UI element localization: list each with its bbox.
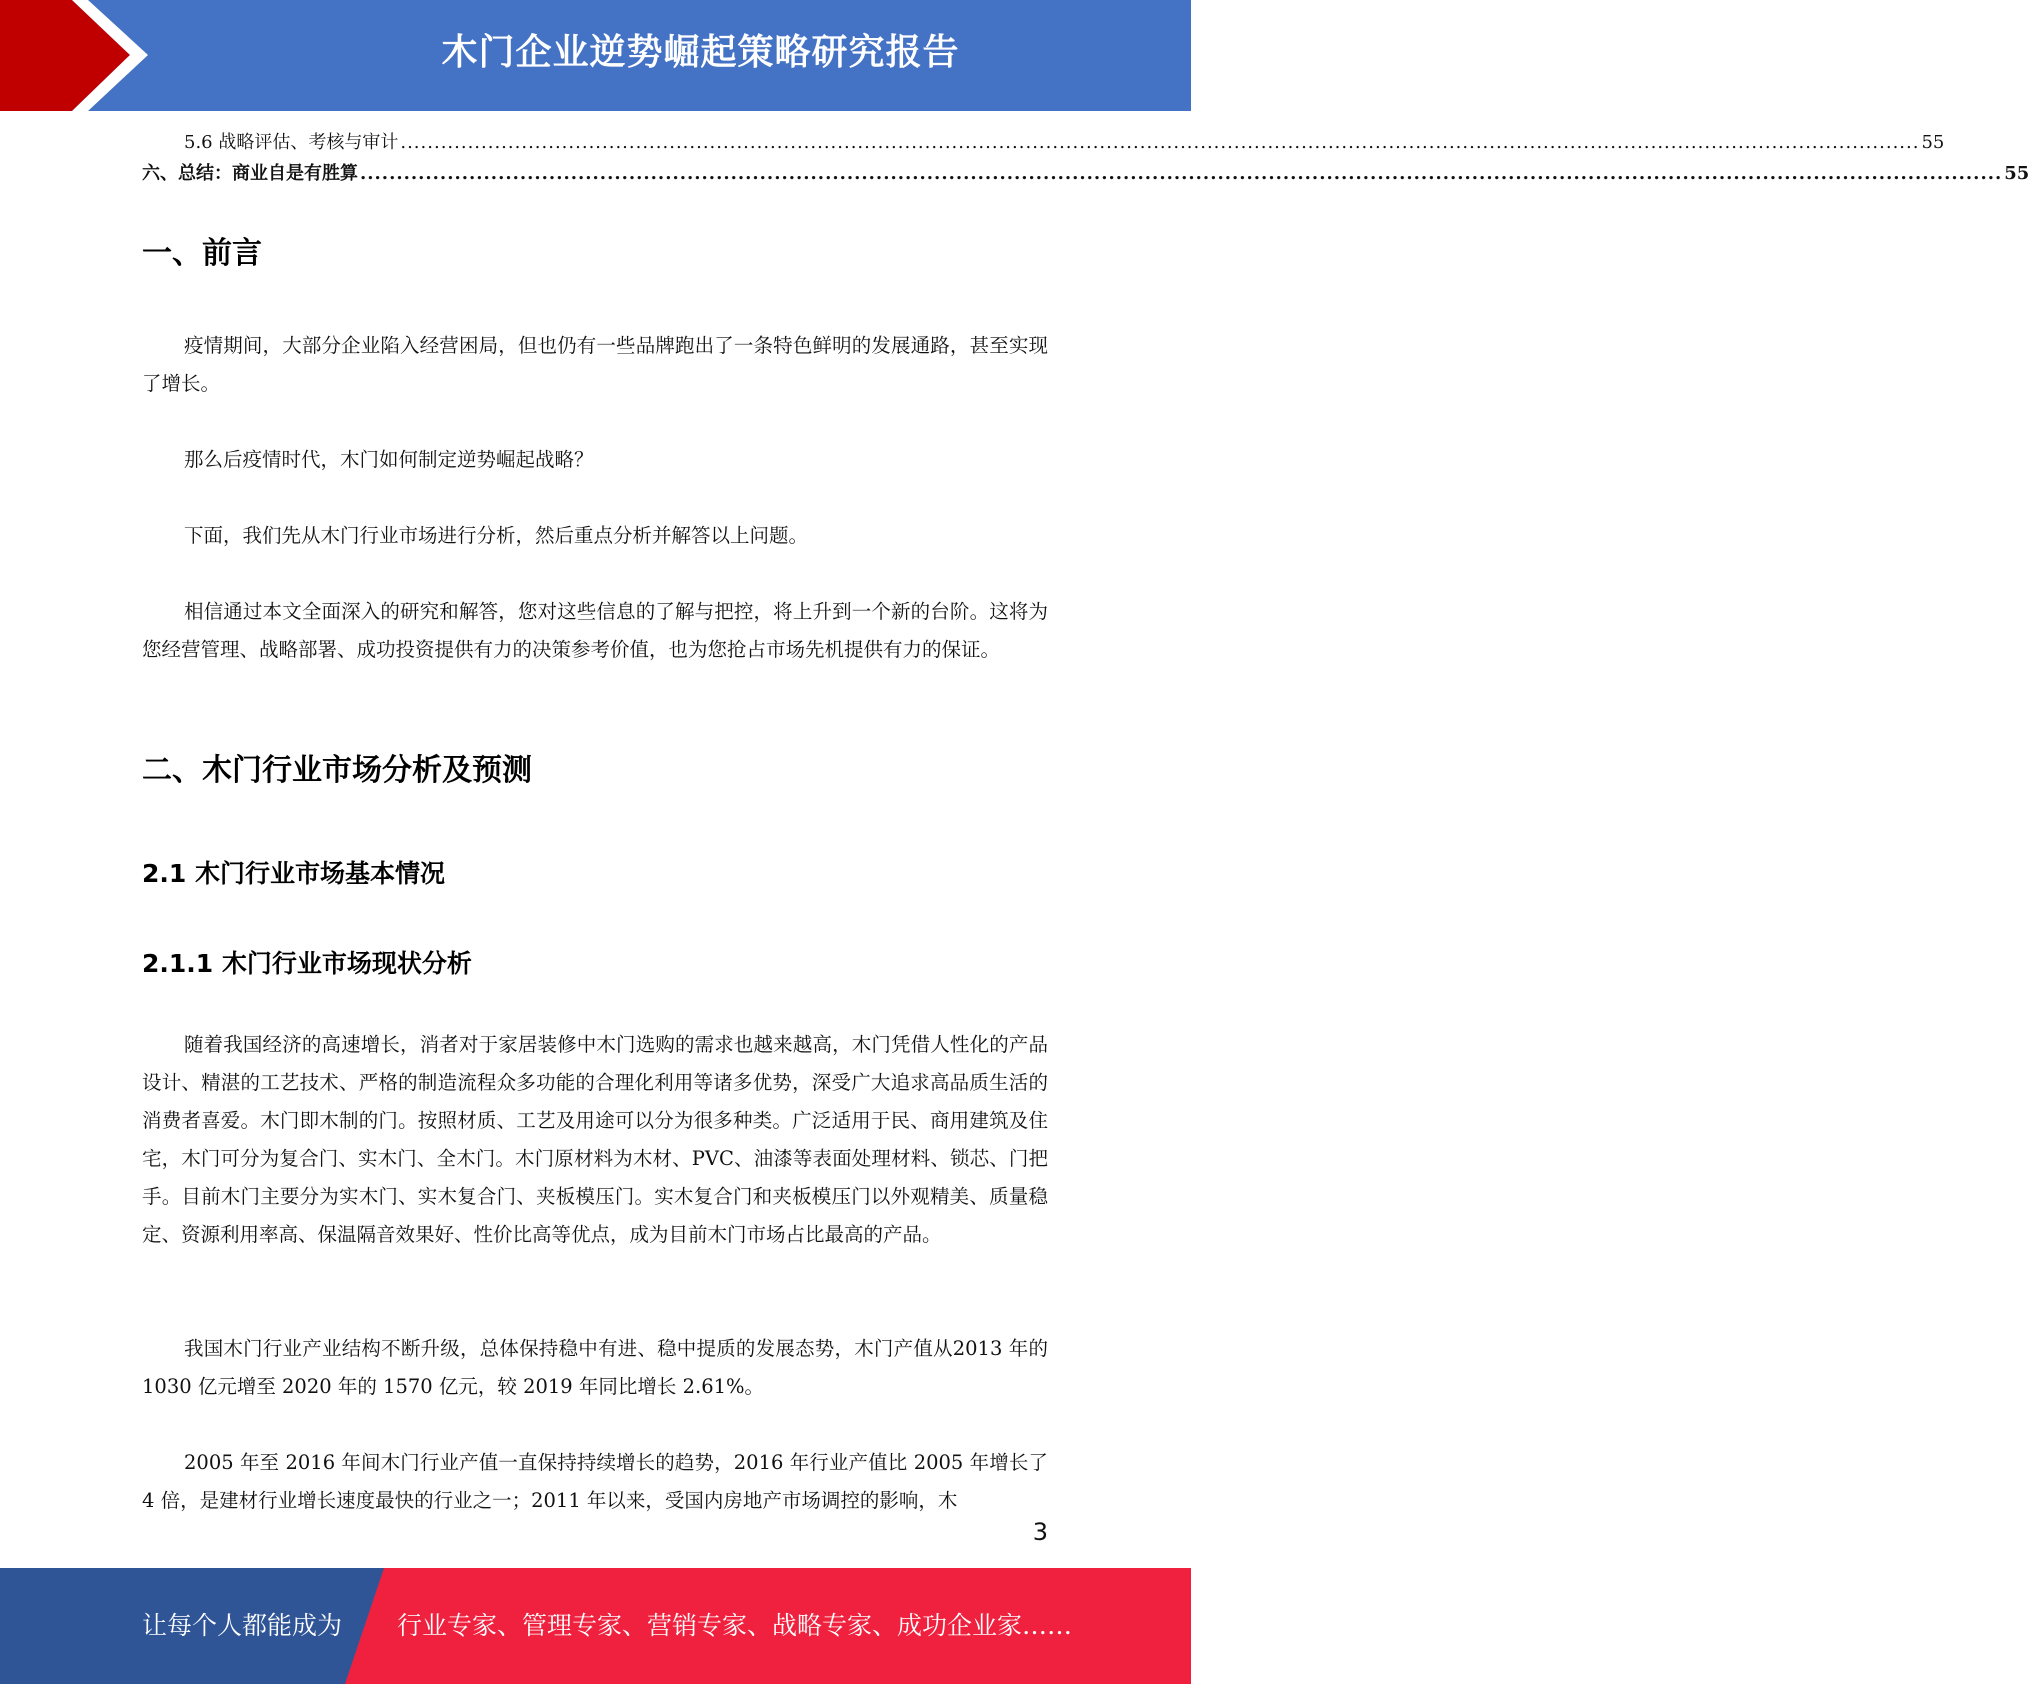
paragraph: 我国木门行业产业结构不断升级，总体保持稳中有进、稳中提质的发展态势，木门产值从2013 年的 1030 亿元增至 2020 年的 1570 亿元，较 2019 年同比增长 2.61%。: [142, 1337, 1048, 1398]
toc-entry-page: 55: [1921, 132, 1945, 153]
subsection-heading-status: 2.1.1 木门行业市场现状分析: [142, 949, 472, 978]
paragraph: 2005 年至 2016 年间木门行业产值一直保持持续增长的趋势，2016 年行业产值比 2005 年增长了 4 倍，是建材行业增长速度最快的行业之一；2011 年以来，受国内房地产市场调控的影响，木: [142, 1451, 1048, 1512]
section-heading-market: 二、木门行业市场分析及预测: [142, 753, 532, 788]
toc-entry-page: 55: [2004, 163, 2029, 184]
paragraph: 下面，我们先从木门行业市场进行分析，然后重点分析并解答以上问题。: [184, 524, 809, 547]
paragraph: 那么后疫情时代，木门如何制定逆势崛起战略？: [184, 448, 594, 471]
footer-slogan-left: 让每个人都能成为: [142, 1611, 343, 1640]
toc-entry[interactable]: [184, 131, 1945, 155]
subsection-heading-basic: 2.1 木门行业市场基本情况: [142, 859, 445, 888]
page-header: [0, 0, 1191, 111]
toc-entry-title: 六、总结：商业自是有胜算: [142, 163, 358, 184]
toc-entry[interactable]: [142, 162, 2029, 186]
page-footer: [0, 1568, 1191, 1684]
paragraph: 随着我国经济的高速增长，消者对于家居装修中木门选购的需求也越来越高，木门凭借人性化的产品设计、精湛的工艺技术、严格的制造流程众多功能的合理化利用等诸多优势，深受广大追求高品质生活的消费者喜爱。木门即木制的门。按照材质、工艺及用途可以分为很多种类。广泛适用于民、商用建筑及住宅，木门可分为复合门、实木门、全木门。木门原材料为木材、PVC、油漆等表面处理材料、锁芯、门把手。目前木门主要分为实木门、实木复合门、夹板模压门。实木复合门和夹板模压门以外观精美、质量稳定、资源利用率高、保温隔音效果好、性价比高等优点，成为目前木门市场占比最高的产品。: [142, 1033, 1048, 1246]
paragraph: 疫情期间，大部分企业陷入经营困局，但也仍有一些品牌跑出了一条特色鲜明的发展通路，甚至实现了增长。: [142, 334, 1048, 395]
footer-slogan-right: 行业专家、管理专家、营销专家、战略专家、成功企业家……: [397, 1611, 1073, 1640]
toc-leader-dots: ..................................................................................................................................................................................................................................: [400, 132, 1920, 153]
report-title: 木门企业逆势崛起策略研究报告: [441, 32, 960, 73]
paragraph: 相信通过本文全面深入的研究和解答，您对这些信息的了解与把控，将上升到一个新的台阶。这将为您经营管理、战略部署、成功投资提供有力的决策参考价值，也为您抢占市场先机提供有力的保证。: [142, 600, 1048, 661]
toc-entry-title: 5.6 战略评估、考核与审计: [184, 132, 399, 153]
header-chevron-decoration: [0, 0, 160, 111]
section-heading-preface: 一、前言: [142, 236, 262, 271]
toc-leader-dots: ..................................................................................................................................................................................................................................: [360, 163, 2003, 184]
page-number: 3: [1032, 1518, 1048, 1546]
